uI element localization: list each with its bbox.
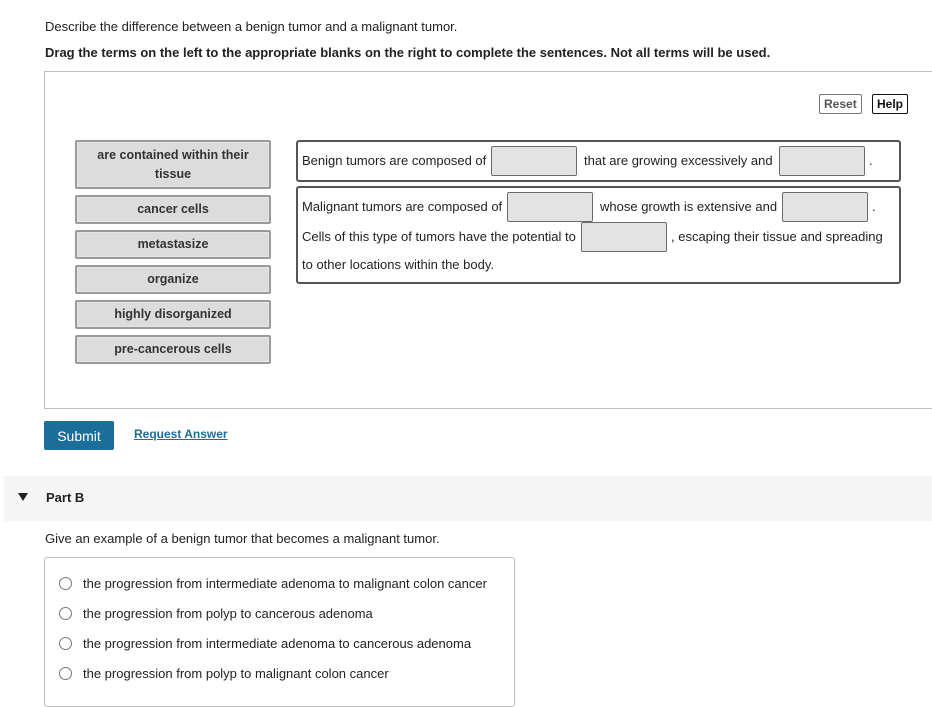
drop-blank-4[interactable] [782,192,868,222]
term-label: metastasize [137,237,209,251]
term-label-line2: tissue [154,166,192,181]
radio-button[interactable] [59,607,72,620]
choice-label: the progression from intermediate adenoma to cancerous adenoma [83,636,472,651]
caret-down-icon[interactable] [18,493,28,501]
sentence-period: . [869,153,873,168]
instruction-text: Drag the terms on the left to the appropriate blanks on the right to complete the sentences. Not all terms will be used. [45,45,771,60]
sentence-text: whose growth is extensive and [600,199,778,214]
drop-blank-3[interactable] [507,192,593,222]
term-label: are contained within their [97,147,249,162]
sentence-text: Malignant tumors are composed of [302,199,503,214]
help-button[interactable]: Help [872,94,908,114]
term-label: pre-cancerous cells [114,342,232,356]
term-cancer-cells[interactable] [75,195,271,224]
drop-blank-2[interactable] [779,146,865,176]
part-b-title: Part B [46,490,85,505]
sentence-benign [296,140,901,182]
sentence-period: . [872,199,876,214]
sentence-text: that are growing excessively and [584,153,773,168]
term-pre-cancerous-cells[interactable] [75,335,271,364]
radio-button[interactable] [59,577,72,590]
request-answer-link[interactable]: Request Answer [134,427,228,441]
choice-option-4[interactable] [59,666,389,681]
sentence-text: Cells of this type of tumors have the potential to [302,229,576,244]
choice-label: the progression from polyp to cancerous adenoma [83,606,373,621]
question-text: Describe the difference between a benign tumor and a malignant tumor. [45,19,458,34]
sentence-text: Benign tumors are composed of [302,153,487,168]
sentence-text: to other locations within the body. [302,257,494,272]
drop-blank-1[interactable] [491,146,577,176]
choice-label: the progression from intermediate adenoma to malignant colon cancer [83,576,487,591]
radio-button[interactable] [59,667,72,680]
choice-label: the progression from polyp to malignant colon cancer [83,666,389,681]
drop-blank-5[interactable] [581,222,667,252]
term-organize[interactable] [75,265,271,294]
part-b-header[interactable] [4,476,932,521]
part-b-question: Give an example of a benign tumor that becomes a malignant tumor. [45,531,440,546]
radio-button[interactable] [59,637,72,650]
term-label: cancer cells [137,202,209,216]
term-highly-disorganized[interactable] [75,300,271,329]
term-label: organize [147,272,199,286]
sentence-malignant [296,186,901,284]
term-label: highly disorganized [114,307,232,321]
term-contained-within-tissue[interactable] [75,140,271,189]
choice-option-2[interactable] [59,606,373,621]
term-metastasize[interactable] [75,230,271,259]
choice-option-3[interactable] [59,636,471,651]
reset-button[interactable]: Reset [819,94,862,114]
sentence-text: , escaping their tissue and spreading [671,229,883,244]
submit-button[interactable]: Submit [44,421,114,450]
choice-option-1[interactable] [59,576,487,591]
